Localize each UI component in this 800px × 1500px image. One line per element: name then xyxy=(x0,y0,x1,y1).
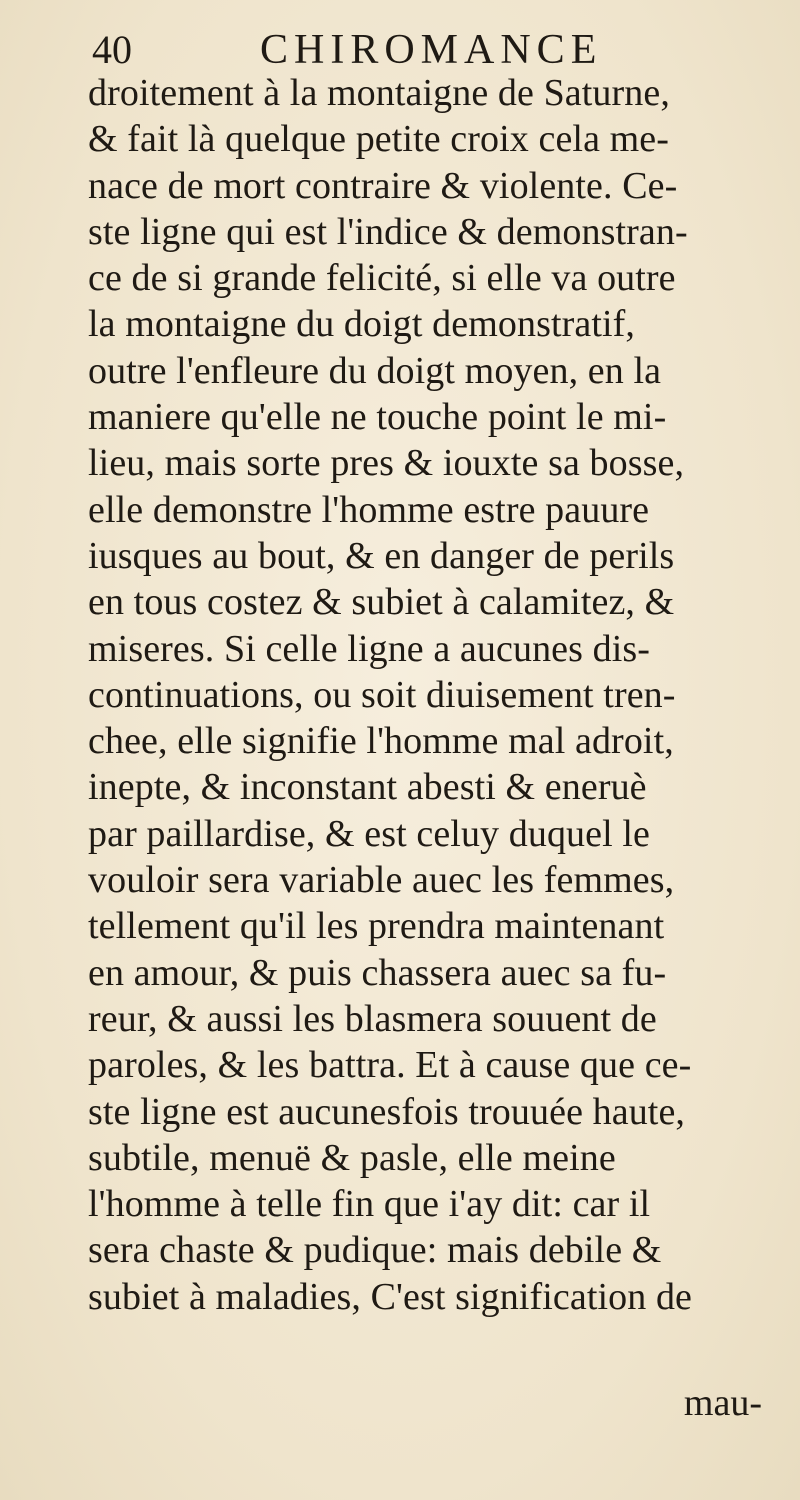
text-line: & fait là quelque petite croix cela me- xyxy=(88,118,670,161)
text-line: subtile, menuë & pasle, elle meine xyxy=(88,1136,616,1179)
text-line: en tous costez & subiet à calamitez, & xyxy=(88,581,675,624)
text-line: continuations, ou soit diuisement tren- xyxy=(88,673,676,716)
text-line: en amour, & puis chassera auec sa fu- xyxy=(88,951,667,994)
text-line: lieu, mais sorte pres & iouxte sa bosse, xyxy=(88,442,685,485)
text-line: la montaigne du doigt demonstratif, xyxy=(88,303,636,346)
text-line: maniere qu'elle ne touche point le mi- xyxy=(88,396,667,439)
text-line: outre l'enfleure du doigt moyen, en la xyxy=(88,349,662,392)
text-line: reur, & aussi les blasmera souuent de xyxy=(88,997,657,1040)
text-line: l'homme à telle fin que i'ay dit: car il xyxy=(88,1183,651,1226)
text-line: inepte, & inconstant abesti & eneruè xyxy=(88,766,647,809)
text-line: miseres. Si celle ligne a aucunes dis- xyxy=(88,627,651,670)
text-line: subiet à maladies, C'est signification de xyxy=(88,1275,693,1318)
text-line: par paillardise, & est celuy duquel le xyxy=(88,812,650,855)
text-line: chee, elle signifie l'homme mal adroit, xyxy=(88,720,674,763)
text-line: tellement qu'il les prendra maintenant xyxy=(88,905,665,948)
text-line: ce de si grande felicité, si elle va outre xyxy=(88,257,676,300)
text-line: ste ligne qui est l'indice & demonstran- xyxy=(88,210,688,253)
text-line: droitement à la montaigne de Saturne, xyxy=(88,72,670,114)
text-line: iusques au bout, & en danger de perils xyxy=(88,534,675,577)
text-line: nace de mort contraire & violente. Ce- xyxy=(88,164,678,207)
text-line: paroles, & les battra. Et à cause que ce- xyxy=(88,1044,692,1087)
running-title: CHIROMANCE xyxy=(260,27,603,73)
catchword: mau- xyxy=(683,1382,762,1424)
body-text xyxy=(88,70,778,1320)
text-line: vouloir sera variable auec les femmes, xyxy=(88,859,675,902)
page-number: 40 xyxy=(92,27,132,72)
text-line: ste ligne est aucunesfois trouuée haute, xyxy=(88,1090,686,1133)
text-line: sera chaste & pudique: mais debile & xyxy=(88,1229,662,1272)
text-line: elle demonstre l'homme estre pauure xyxy=(88,488,650,531)
